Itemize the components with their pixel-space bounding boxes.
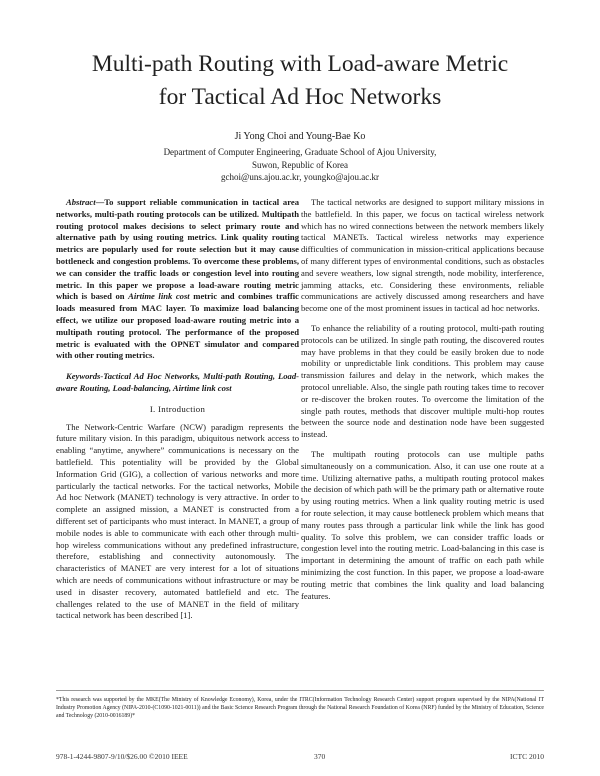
affiliation (0, 146, 600, 184)
footer-page-number: 370 (314, 752, 326, 761)
abstract-label: Abstract (66, 197, 96, 207)
affiliation-department: Department of Computer Engineering, Graduate School of Ajou University, (163, 147, 437, 157)
title-line-2: for Tactical Ad Hoc Networks (158, 84, 442, 110)
abstract-text-1: —To support reliable communication in tactical area networks, multi-path routing protocols can be utilized. Multipath routing protocol makes decisions to select primary route and alternative path by using routing metrics. Link quality routing metrics are popularly used for route selection but it may cause bottleneck and congestion problems. To overcome these problems, we can consider the traffic loads or congestion level into routing metric. In this paper we propose a load-aware routing metric which is based on (56, 197, 299, 302)
intro-paragraph-1: The Network-Centric Warfare (NCW) paradigm represents the future military vision. In this paradigm, ubiquitous network access to enabling “anytime, anywhere” communications is necessary on the battlefield. This potentiality will be provided by the Global Information Grid (GIG), a collection of various networks and more particularly the tactical networks. For the tactical networks, Mobile Ad hoc Network (MANET) technology is very attractive. In order to complete an assigned mission, a MANET is constructed from a different set of participants who must interact. In MANET, a group of mobile nodes is able to communicate with each other through multi-hop wireless communications without any predefined infrastructure, therefore, establishing and connectivity autonomously. The characteristics of MANET are very interest for a lot of situations which are needs of communications without infrastructure or may be used in disaster recovery, automated battlefield and etc. The challenges related to the use of MANET in the field of military tactical network has been described [1]. (56, 421, 299, 621)
footer-conference: ICTC 2010 (510, 752, 544, 761)
funding-footnote: *This research was supported by the MKE(The Ministry of Knowledge Economy), Korea, under the ITRC(Information Technology Research Center) support program supervised by the NIPA(National IT Industry Promotion Agency (NIPA-2010-(C1090-1021-0011)) and the Basic Science Research Program through the National Research Foundation of Korea (NRF) funded by the Ministry of Education, Science and Technology (2010-0016189)* (56, 697, 544, 719)
authors: Ji Yong Choi and Young-Bae Ko (234, 131, 366, 142)
keywords: Keywords-Tactical Ad Hoc Networks, Multi-path Routing, Load-aware Routing, Load-balancing, Airtime link cost (56, 371, 299, 393)
affiliation-emails: gchoi@uns.ajou.ac.kr, youngko@ajou.ac.kr (221, 172, 379, 182)
title-line-1: Multi-path Routing with Load-aware Metric (91, 51, 509, 77)
abstract-text-2: metric and combines traffic loads measured from MAC layer. To maximize load balancing effect, we utilize our proposed load-aware routing metric into a multipath routing protocol. The performance of the proposed metric is evaluated with the OPNET simulator and compared with other routing metrics. (56, 291, 299, 361)
right-column (301, 197, 544, 610)
footnote-divider (56, 690, 544, 691)
left-column (56, 197, 299, 630)
affiliation-location: Suwon, Republic of Korea (252, 159, 348, 170)
abstract-term: Airtime link cost (128, 291, 190, 302)
body-paragraph-3: The multipath routing protocols can use multiple paths simultaneously on a communication. Also, it can use one route at a time. Utilizing alternative paths, a multipath routing protocol makes the decision of which path will be the primary path or alternative route by using routing metrics. When a link quality routing metric is used for route selection, it may cause bottleneck problem which means that many routes pass through a particular link while the link has good quality. To solve this problem, we can consider traffic loads or congestion level into the routing metric. Load-balancing in this case is important in determining the amount of traffic on each path while minimizing the cost function. In this paper, we propose a load-aware routing metric that combines the link quality and load balancing features. (301, 448, 544, 601)
footer-isbn: 978-1-4244-9807-9/10/$26.00 ©2010 IEEE (56, 752, 188, 761)
body-paragraph-1: The tactical networks are designed to support military missions in the battlefield. In this paper, we focus on tactical wireless network which has no wired connections between the network members likely tactical MANETs. Tactical wireless networks may experience difficulties of communication in mission-critical applications because of many different types of environmental conditions, such as obstacles and severe weathers, low signal strength, node mobility, interference, jamming attacks, etc. Considering these environments, reliable communications are actively discussed among researchers and have become one of the most prominent issues in tactical ad hoc networks. (301, 197, 544, 314)
abstract (56, 197, 299, 362)
section-heading-introduction: I. Introduction (149, 403, 206, 414)
body-paragraph-2: To enhance the reliability of a routing protocol, multi-path routing protocols can be utilized. In single path routing, the discovered routes may have problems in that they could be easily broken due to node mobility or unpredictable link conditions. This problem may cause transmission failures and delay in the network, which makes the protocol unreliable. Also, the single path routing takes time to recover or re-discover the broken routes. To overcome the limitation of the single path routes, methods that discover multiple multi-hop routes between the source node and destination node have been suggested instead. (301, 322, 544, 440)
paper-title (60, 48, 540, 114)
